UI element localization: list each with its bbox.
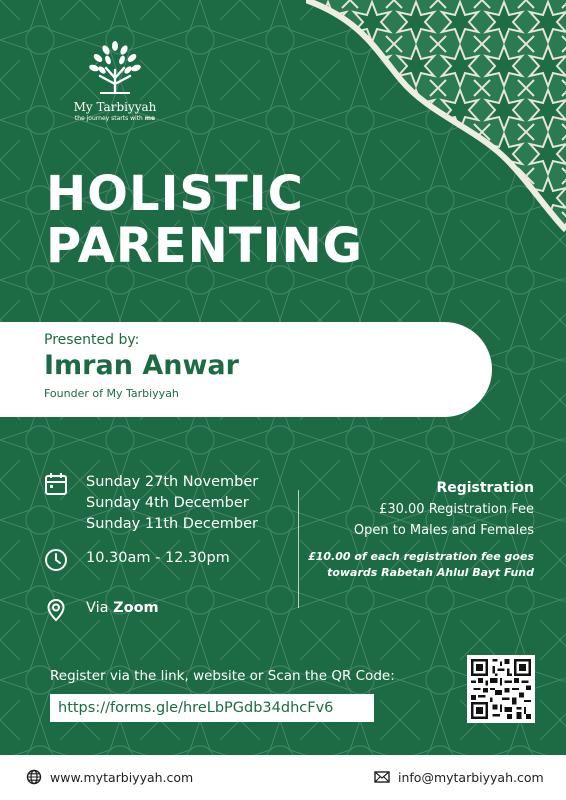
venue-prefix: Via	[86, 600, 109, 616]
time-row	[44, 548, 230, 572]
presenter-label: Presented by:	[44, 332, 140, 348]
tagline-text: the journey starts with	[74, 115, 143, 122]
clock-icon	[44, 548, 68, 572]
venue-name: Zoom	[113, 600, 159, 616]
column-divider	[298, 490, 299, 608]
footer-website[interactable]	[26, 769, 193, 785]
title-line-2: PARENTING	[46, 218, 364, 274]
footer	[0, 755, 566, 800]
registration-eligibility: Open to Males and Females	[353, 523, 534, 538]
footer-email[interactable]	[374, 769, 544, 785]
email-text: info@mytarbiyyah.com	[398, 769, 544, 785]
registration-note: £10.00 of each registration fee goes towards Rabetah Ahlul Bayt Fund	[308, 550, 534, 579]
brand-logo	[70, 40, 160, 122]
website-text: www.mytarbiyyah.com	[50, 769, 194, 785]
presenter-name: Imran Anwar	[44, 350, 239, 381]
brand-name: My Tarbiyyah	[73, 100, 157, 114]
qr-code-icon	[471, 659, 531, 719]
venue-row	[44, 598, 159, 622]
globe-icon	[26, 769, 42, 785]
brand-tagline	[70, 115, 160, 122]
calendar-icon	[44, 472, 68, 496]
dates-row	[44, 472, 258, 535]
registration-title: Registration	[436, 480, 534, 496]
venue-text	[86, 598, 159, 619]
date-item: Sunday 4th December	[86, 495, 249, 511]
registration-fee: £30.00 Registration Fee	[379, 502, 534, 517]
presenter-band	[0, 322, 492, 417]
location-pin-icon	[44, 598, 68, 622]
date-item: Sunday 27th November	[86, 474, 259, 490]
register-instructions: Register via the link, website or Scan the QR Code:	[50, 668, 395, 684]
registration-block	[304, 478, 534, 581]
tagline-emphasis: me	[144, 115, 156, 122]
mail-icon	[374, 769, 390, 785]
registration-link[interactable]: https://forms.gle/hreLbPGdb34dhcFv6	[50, 694, 374, 722]
title-line-1: HOLISTIC	[46, 166, 304, 222]
presenter-role: Founder of My Tarbiyyah	[44, 387, 179, 400]
dates-list	[86, 472, 258, 535]
qr-code[interactable]	[467, 655, 535, 723]
tree-icon	[86, 40, 144, 94]
date-item: Sunday 11th December	[86, 516, 258, 532]
page-title	[46, 168, 363, 272]
time-text: 10.30am - 12.30pm	[86, 550, 230, 566]
